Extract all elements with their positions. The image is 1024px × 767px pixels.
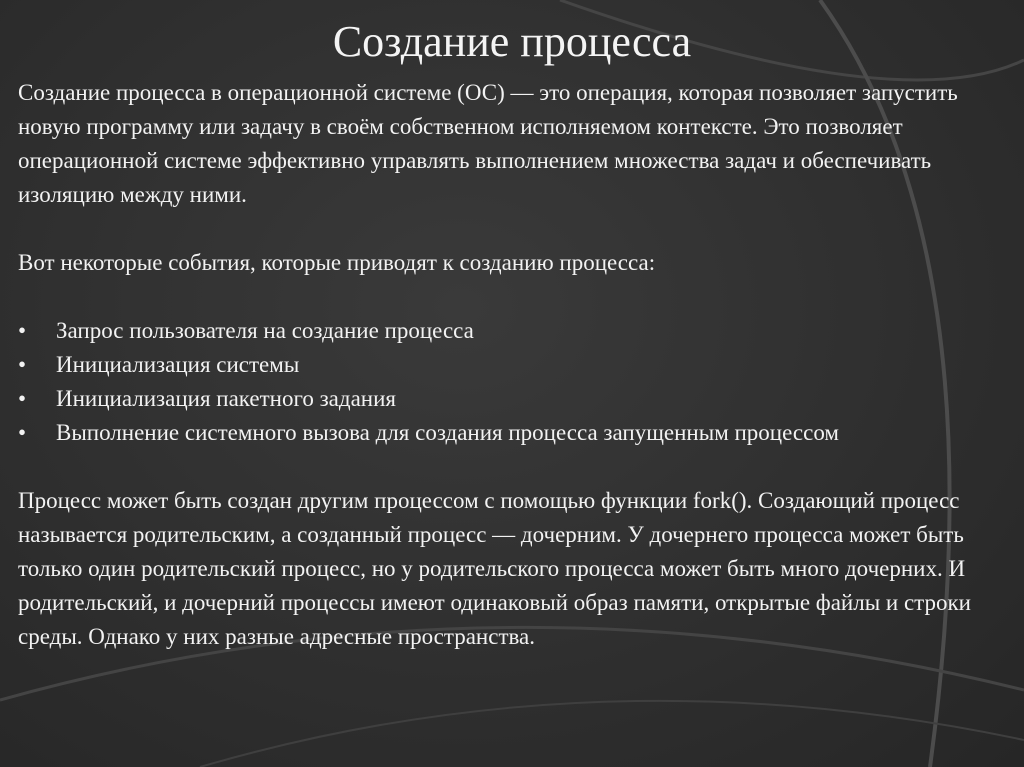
closing-paragraph: Процесс может быть создан другим процессом с помощью функции fork(). Создающий процесс называется родительским, а созданный процесс — дочерним. У дочернего процесса может быть только один родительский процесс, но у родительского процесса может быть много дочерних. И родительский, и дочерний процессы имеют одинаковый образ памяти, открытые файлы и строки среды. Однако у них разные адресные пространства. [18, 488, 971, 649]
list-item [18, 314, 1008, 348]
spacer [18, 212, 1008, 246]
bullet-icon: • [18, 352, 27, 377]
slide-body [18, 76, 1008, 654]
slide-title: Создание процесса [332, 17, 692, 66]
events-lead: Вот некоторые события, которые приводят к созданию процесса: [18, 250, 656, 275]
bullet-icon: • [18, 386, 27, 411]
spacer [18, 280, 1008, 314]
spacer [18, 450, 1008, 484]
events-list [18, 314, 1008, 450]
list-item-text: Инициализация пакетного задания [56, 386, 396, 411]
list-item [18, 382, 1008, 416]
list-item-text: Запрос пользователя на создание процесса [56, 318, 474, 343]
list-item-text: Выполнение системного вызова для создания процесса запущенным процессом [56, 420, 839, 445]
intro-paragraph: Создание процесса в операционной системе (ОС) — это операция, которая позволяет запустить новую программу или задачу в своём собственном исполняемом контексте. Это позволяет операционной системе эффективно управлять выполнением множества задач и обеспечивать изоляцию между ними. [18, 80, 958, 207]
list-item [18, 348, 1008, 382]
list-item [18, 416, 1008, 450]
list-item-text: Инициализация системы [56, 352, 300, 377]
bullet-icon: • [18, 318, 27, 343]
curve-bottom-lower [200, 701, 1024, 767]
bullet-icon: • [18, 420, 27, 445]
